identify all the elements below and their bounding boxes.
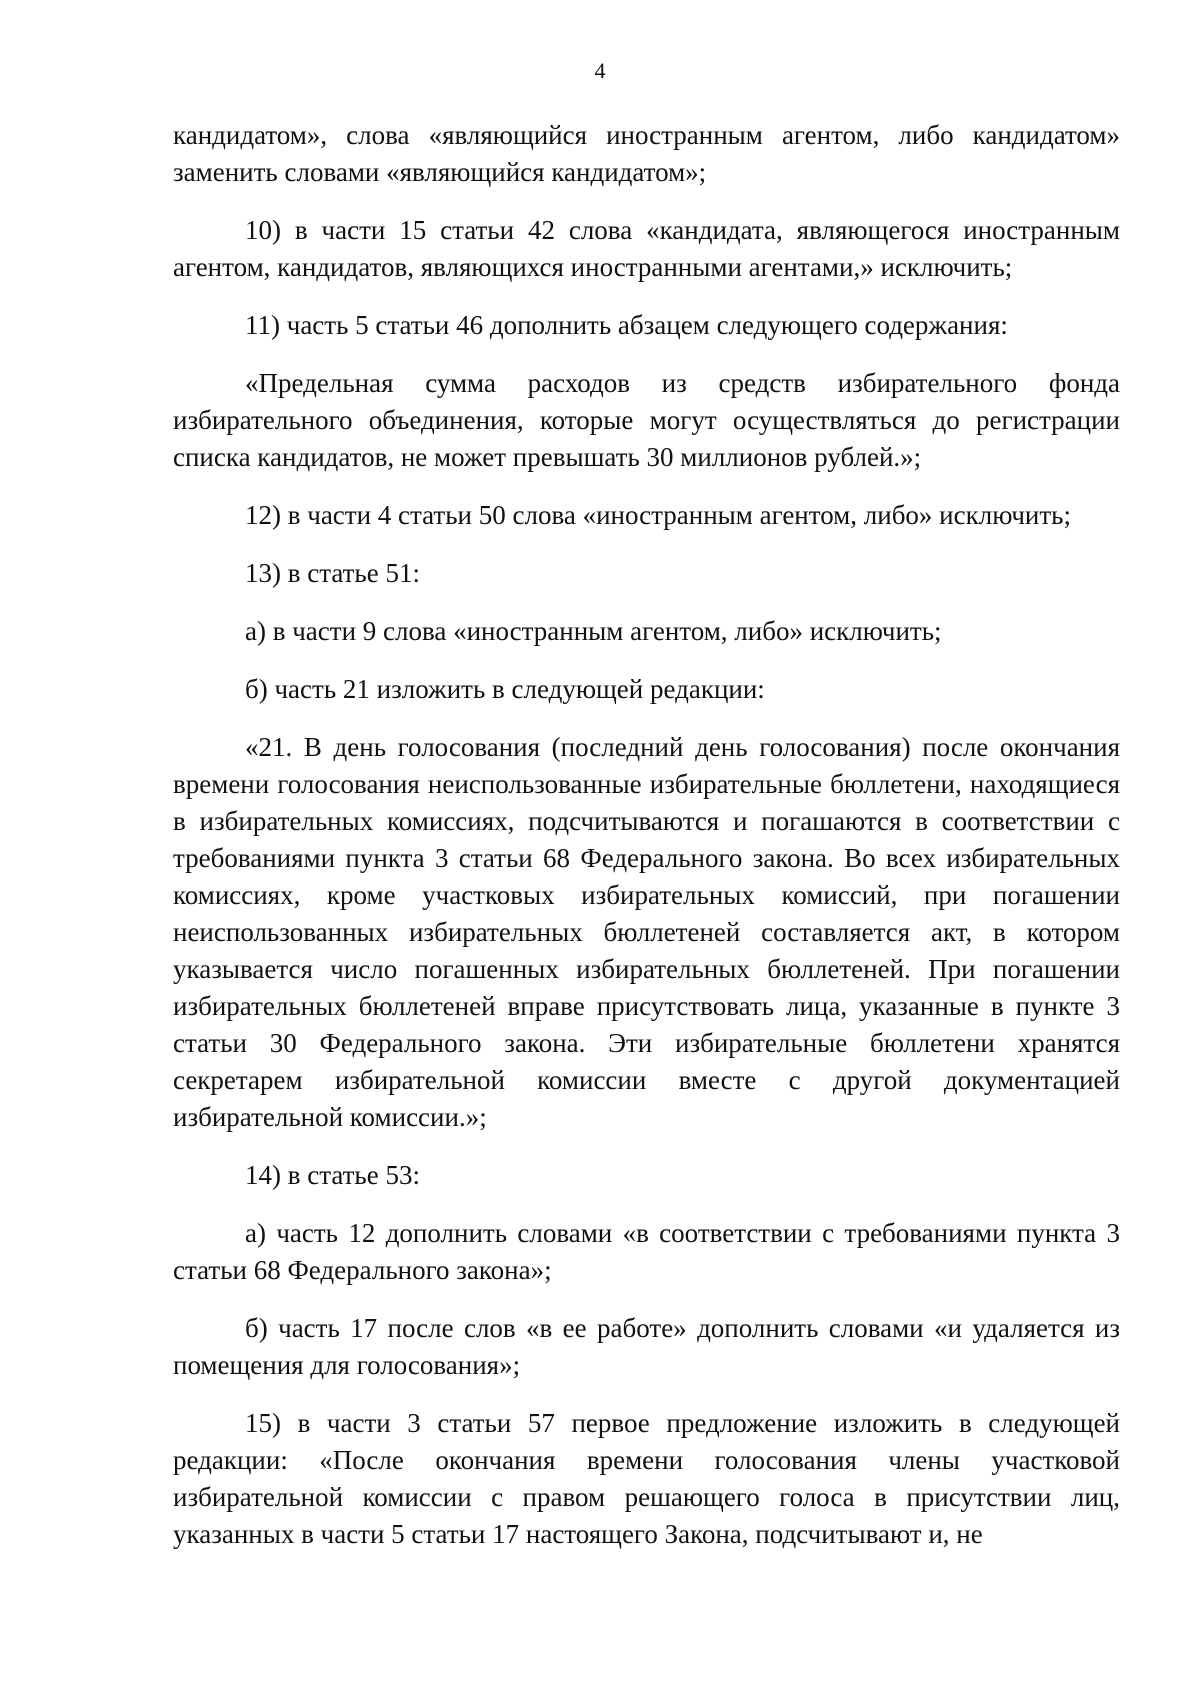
paragraph-item-14a: а) часть 12 дополнить словами «в соответствии с требованиями пункта 3 статьи 68 Федерального закона»; — [173, 1218, 1120, 1285]
paragraph-quote-part-21: «21. В день голосования (последний день голосования) после окончания времени голосования неиспользованные избирательные бюллетени, находящиеся в избирательных комиссиях, подсчитываются и погашаются в соответствии с требованиями пункта 3 статьи 68 Федерального закона. Во всех избирательных комиссиях, кроме участковых избирательных комиссий, при погашении неиспользованных избирательных бюллетеней составляется акт, в котором указывается число погашенных избирательных бюллетеней. При погашении избирательных бюллетеней вправе присутствовать лица, указанные в пункте 3 статьи 30 Федерального закона. Эти избирательные бюллетени хранятся секретарем избирательной комиссии вместе с другой документацией избирательной комиссии.»; — [173, 732, 1120, 1132]
document-body — [173, 117, 1120, 1553]
paragraph-item-15: 15) в части 3 статьи 57 первое предложение изложить в следующей редакции: «После окончания времени голосования члены участковой избирательной комиссии с правом решающего голоса в присутствии лиц, указанных в части 5 статьи 17 настоящего Закона, подсчитывают и, не — [173, 1408, 1120, 1549]
page-number: 4 — [594, 58, 606, 83]
paragraph-item-13a: а) в части 9 слова «иностранным агентом, либо» исключить; — [245, 616, 942, 646]
paragraph-item-10: 10) в части 15 статьи 42 слова «кандидата, являющегося иностранным агентом, кандидатов, являющихся иностранными агентами,» исключить; — [173, 215, 1120, 282]
paragraph-continuation: кандидатом», слова «являющийся иностранным агентом, либо кандидатом» заменить словами «являющийся кандидатом»; — [173, 120, 1120, 187]
paragraph-quote-expense-limit: «Предельная сумма расходов из средств избирательного фонда избирательного объединения, которые могут осуществляться до регистрации списка кандидатов, не может превышать 30 миллионов рублей.»; — [173, 368, 1120, 472]
paragraph-item-12: 12) в части 4 статьи 50 слова «иностранным агентом, либо» исключить; — [245, 500, 1071, 530]
paragraph-item-14b: б) часть 17 после слов «в ее работе» дополнить словами «и удаляется из помещения для голосования»; — [173, 1313, 1120, 1380]
paragraph-item-11: 11) часть 5 статьи 46 дополнить абзацем следующего содержания: — [245, 310, 1008, 340]
paragraph-item-14: 14) в статье 53: — [245, 1160, 420, 1190]
paragraph-item-13: 13) в статье 51: — [245, 558, 420, 588]
paragraph-item-13b: б) часть 21 изложить в следующей редакции: — [245, 674, 765, 704]
